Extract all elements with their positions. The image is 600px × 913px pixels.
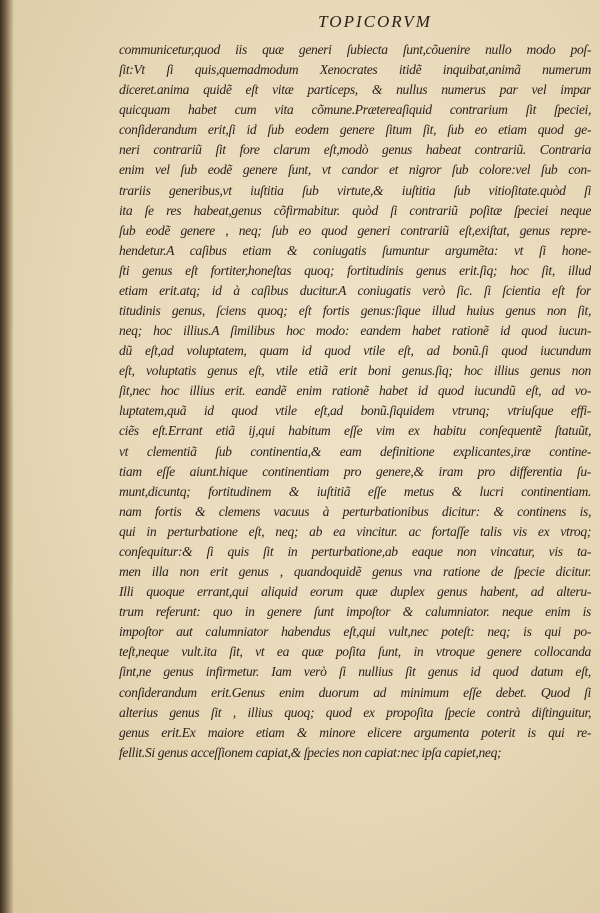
text-line: ſit,nec hoc illius erit. eandẽ enim rationẽ habet id quod iucundũ eſt, ad vo-: [119, 383, 591, 399]
text-line: ſub eodẽ genere , neq; ſub eo quod generi contrariũ eſt,exiſtat, genus repre-: [119, 222, 591, 238]
text-line: luptatem,quã id quod vtile eſt,ad bonũ.ſiquidem vtrunq; vtriuſque effi-: [119, 403, 591, 419]
text-line: enim vel ſub eodẽ genere ſunt, vt candor et nigror ſub colore:vel ſub con-: [119, 162, 591, 178]
text-line: neri contrariũ ſit fore clarum eſt,modò genus habeat contrariũ. Contraria: [119, 142, 591, 158]
text-line: alterius genus ſit , illius quoq; quod ex propoſita ſpecie contrà diſtinguitur,: [119, 704, 591, 720]
text-line: conſiderandum erit,ſi id ſub eodem genere ſitum ſit, ſub eo etiam quod ge-: [119, 122, 591, 138]
text-line: ſint,ne genus infirmetur. Iam verò ſi nullius ſit genus id quod datum eſt,: [119, 664, 591, 680]
text-line: trariis generibus,vt iuſtitia ſub virtute,& iuſtitia ſub vitioſitate.quòd ſi: [119, 182, 591, 198]
text-line: fellit.Si genus acceſſionem capiat,& ſpecies non capiat:nec ipſa capiet,neq;: [119, 744, 502, 760]
text-line: neq; hoc illius.A ſimilibus hoc modo: eandem habet rationẽ id quod iucun-: [119, 323, 591, 339]
text-line: ita ſe res habeat,genus cõfirmabitur. quòd ſi contrariũ poſitæ ſpeciei neque: [119, 202, 591, 218]
text-line: ſit:Vt ſi quis,quemadmodum Xenocrates itidẽ inquibat,animã numerum: [119, 62, 591, 78]
text-line: etiam erit.atq; id à caſibus ducitur.A coniugatis verò ſic. ſi ſcientia eſt for: [119, 282, 591, 298]
text-line: hendetur.A caſibus etiam & coniugatis ſumuntur argumẽta: vt ſi hone-: [119, 242, 591, 258]
text-line: tiam eſſe aiunt.hique continentiam pro genere,& iram pro differentia ſu-: [119, 463, 591, 479]
text-line: dũ eſt,ad voluptatem, quam id quod vtile eſt, ad bonũ.ſi quod iucundum: [119, 343, 591, 359]
text-line: quicquam habet cum vita cõmune.Prætereaſiquid contrarium ſit ſpeciei,: [119, 102, 591, 118]
text-line: teſt,neque vult.ita ſit, vt ea quæ poſita ſunt, in vtroque genere collocanda: [119, 644, 591, 660]
text-line: ciẽs eſt.Errant etiã ij,qui habitum eſſe vim ex habitu conſequentẽ ſtatuũt,: [119, 423, 591, 439]
text-line: men illa non erit genus , quandoquidẽ genus vna ratione de ſpecie dicitur.: [119, 564, 591, 580]
text-line: Illi quoque errant,qui aliquid eorum quæ duplex genus habent, ad alteru-: [119, 584, 591, 600]
text-line: genus erit.Ex maiore etiam & minore elicere argumenta poterit is qui re-: [119, 724, 591, 740]
text-line: vt clementiã ſub continentia,& eam definitione explicantes,iræ contine-: [119, 443, 591, 459]
binding-edge: [0, 0, 14, 913]
text-line: eſt, voluptatis genus eſt, vtile etiã erit boni genus.ſiq; hoc illius genus non: [119, 363, 591, 379]
text-line: conſiderandum erit.Genus enim duorum ad minimum eſſe debet. Quod ſi: [119, 684, 591, 700]
text-line: conſequitur:& ſi quis ſit in perturbatione,ab eaque non vincatur, vis ta-: [119, 543, 591, 559]
text-line: titudinis genus, ſciens quoq; eſt fortis genus:ſique illud huius genus non ſit,: [119, 303, 591, 319]
text-line: diceret.anima quidẽ eſt vitæ particeps, & nullus numerus par vel impar: [119, 82, 591, 98]
text-line: nam fortis & clemens vacuus à perturbationibus dicitur: & continens is,: [119, 503, 591, 519]
body-text: [119, 40, 591, 763]
text-line: munt,dicuntq; fortitudinem & iuſtitiã eſſe metus & lucri continentiam.: [119, 483, 591, 499]
text-line: qui in perturbatione eſt, neq; ab ea vincitur. ac fortaſſe talis vis ex vtroq;: [119, 523, 591, 539]
text-line: ſti genus eſt fortiter,honeſtas quoq; fortitudinis genus erit.ſiq; hoc ſit, illud: [119, 262, 591, 278]
running-head: TOPICORVM: [318, 12, 432, 31]
text-line: communicetur,quod iis quæ generi ſubiecta ſunt,cõuenire nullo modo poſ-: [119, 42, 591, 57]
text-line: trum referunt: quo in genere ſunt impoſtor & calumniator. neque enim is: [119, 604, 591, 620]
text-line: impoſtor aut calumniator habendus eſt,qui vult,nec poteſt: neq; is qui po-: [119, 624, 591, 640]
